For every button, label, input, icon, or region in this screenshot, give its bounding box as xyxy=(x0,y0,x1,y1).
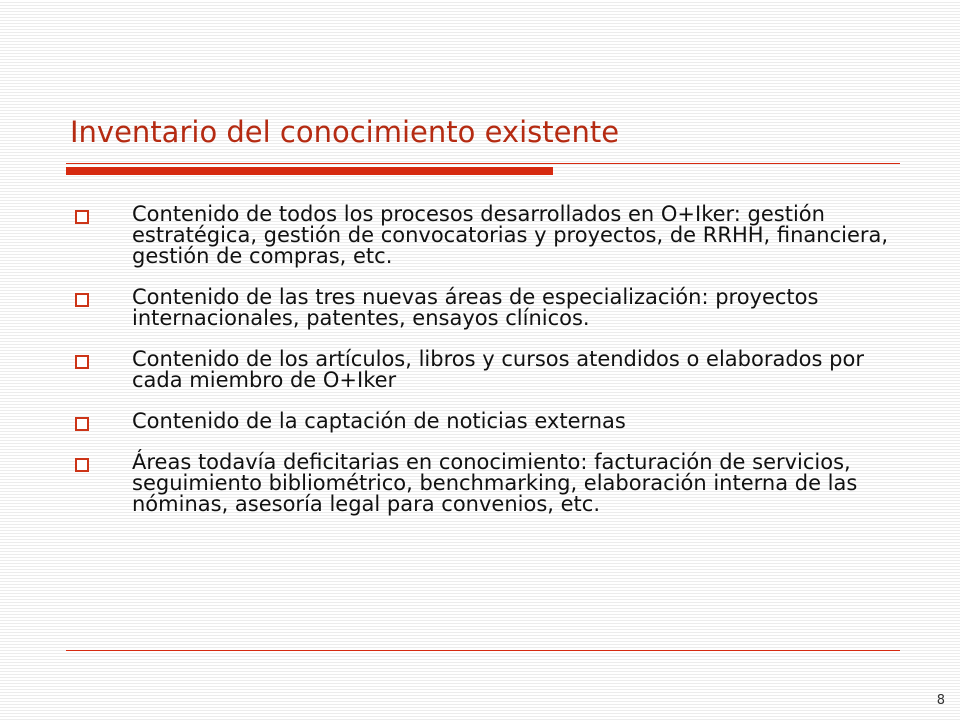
page-number: 8 xyxy=(936,693,945,708)
title-accent-bar xyxy=(66,167,553,175)
square-bullet-icon xyxy=(75,458,89,472)
bullet-text: Contenido de los artículos, libros y cursos atendidos o elaborados por cada miembro de O+Iker xyxy=(132,347,864,392)
square-bullet-icon xyxy=(75,417,89,431)
bullet-text: Contenido de la captación de noticias externas xyxy=(132,409,626,433)
bullet-item xyxy=(72,452,912,515)
title-divider-line xyxy=(66,163,900,164)
bullet-item xyxy=(72,287,912,329)
bullet-text: Contenido de todos los procesos desarrollados en O+Iker: gestión estratégica, gestión de convocatorias y proyectos, de RRHH, financiera, gestión de compras, etc. xyxy=(132,202,889,268)
bullet-text: Contenido de las tres nuevas áreas de especialización: proyectos internacionales, patentes, ensayos clínicos. xyxy=(132,285,819,330)
slide-title: Inventario del conocimiento existente xyxy=(70,115,620,149)
footer-divider-line xyxy=(66,650,900,651)
bullet-list xyxy=(72,204,912,515)
bullet-item xyxy=(72,349,912,391)
square-bullet-icon xyxy=(75,355,89,369)
square-bullet-icon xyxy=(75,210,89,224)
bullet-item xyxy=(72,411,912,432)
square-bullet-icon xyxy=(75,293,89,307)
bullet-text: Áreas todavía deficitarias en conocimiento: facturación de servicios, seguimiento bibliométrico, benchmarking, elaboración interna de las nóminas, asesoría legal para convenios, etc. xyxy=(132,450,858,516)
bullet-item xyxy=(72,204,912,267)
